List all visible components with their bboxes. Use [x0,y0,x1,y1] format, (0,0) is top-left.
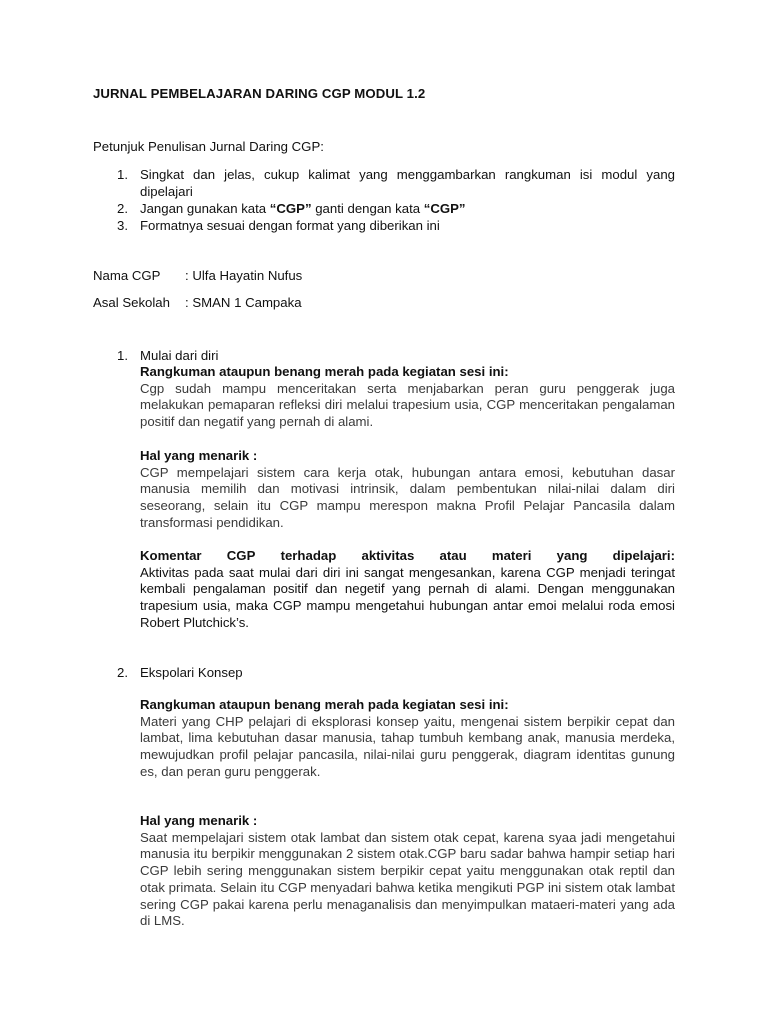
list-item: 3. Formatnya sesuai dengan format yang diberikan ini [117,218,440,233]
rangkuman-heading: Rangkuman ataupun benang merah pada kegiatan sesi ini: [140,697,509,712]
menarik-text: CGP mempelajari sistem cara kerja otak, hubungan antara emosi, kebutuhan dasar manusia memilih dan motivasi intrinsik, dalam pembentukan nilai-nilai dalam diri seseorang, selain itu CGP mampu merespon makna Profil Pelajar Pancasila dalam transformasi pendidikan. [140,464,675,530]
asal-value: : SMAN 1 Campaka [185,295,302,310]
instructions-heading: Petunjuk Penulisan Jurnal Daring CGP: [93,139,324,154]
nama-row [93,268,302,283]
rangkuman-text: Materi yang CHP pelajari di eksplorasi konsep yaitu, mengenai sistem berpikir cepat dan lambat, lima kebutuhan dasar manusia, tahap tumbuh kembang anak, manusia merdeka, mewujudkan profil pelajar pancasila, nilai-nilai guru penggerak, diagram identitas gunung es, dan peran guru penggerak. [140,713,675,779]
rangkuman-heading: Rangkuman ataupun benang merah pada kegiatan sesi ini: [140,364,509,379]
section-1-heading: 1. Mulai dari diri [117,348,219,363]
komentar-text: Aktivitas pada saat mulai dari diri ini sangat mengesankan, karena CGP menjadi teringat kembali pengalaman positif dan negetif yang pernah di alami. Dengan menggunakan trapesium usia, maka CGP mampu mengetahui hubungan antar emoi melalui roda emosi Robert Plutchick’s. [140,564,675,630]
menarik-text: Saat mempelajari sistem otak lambat dan sistem otak cepat, karena syaa jadi mengetahui manusia itu berpikir menggunakan 2 sistem otak.CGP baru sadar bahwa hampir setiap hari CGP lebih sering menggunakan sistem berpikir cepat yaitu menggunakan otak reptil dan otak primata. Selain itu CGP menyadari bahwa ketika mengikuti PGP ini sistem otak lambat sering CGP pakai karena perlu menaganalisis dan menyimpulkan mataeri-materi yang ada di LMS. [140,829,675,929]
list-item: 1. Singkat dan jelas, cukup kalimat yang menggambarkan rangkuman isi modul yang dipelajari [117,167,675,199]
komentar-heading: Komentar CGP terhadap aktivitas atau materi yang dipelajari: [140,548,675,563]
section-1-komentar [140,548,675,632]
rangkuman-text: Cgp sudah mampu menceritakan serta menjabarkan peran guru penggerak juga melakukan pemaparan refleksi diri melalui trapesium usia, CGP menceritakan pengalaman positif dan negatif yang pernah di alami. [140,380,675,430]
asal-label: Asal Sekolah [93,295,170,310]
instructions-list [117,166,675,234]
section-2-rangkuman [140,697,675,781]
document-title: JURNAL PEMBELAJARAN DARING CGP MODUL 1.2 [93,86,426,101]
nama-value: : Ulfa Hayatin Nufus [185,268,303,283]
menarik-heading: Hal yang menarik : [140,448,258,463]
section-2-heading: 2. Ekspolari Konsep [117,665,243,680]
section-2-menarik [140,813,675,930]
asal-row [93,295,302,310]
section-1-rangkuman [140,364,675,431]
nama-label: Nama CGP [93,268,161,283]
menarik-heading: Hal yang menarik : [140,813,258,828]
section-1-menarik [140,448,675,532]
list-item: 2. Jangan gunakan kata “CGP” ganti dengan kata “CGP” [117,201,466,216]
